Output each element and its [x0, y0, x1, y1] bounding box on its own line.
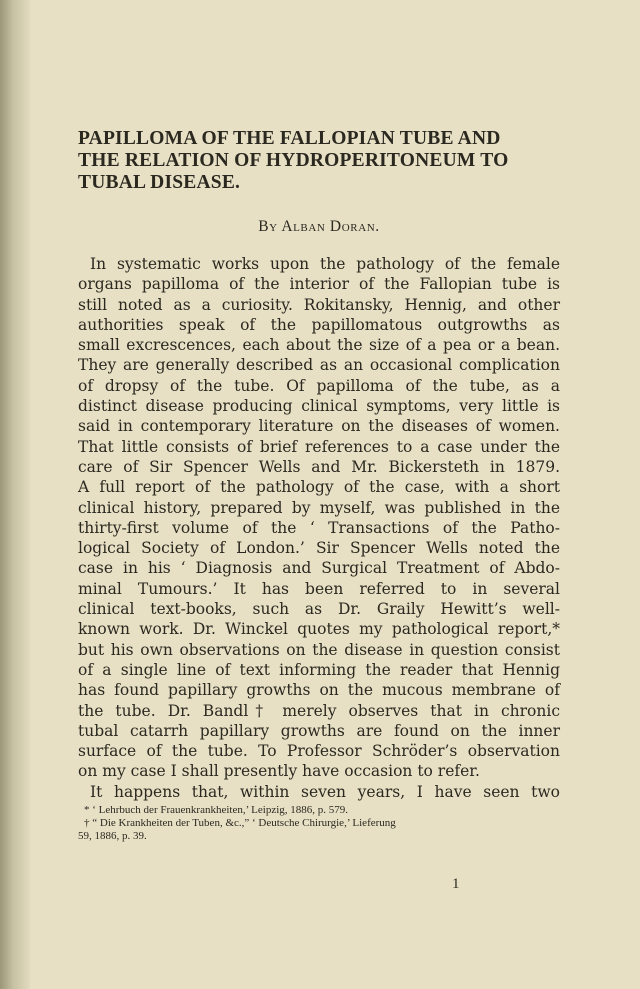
body-line: the tube. Dr. Bandl† merely observes that in chronic: [78, 701, 560, 720]
footnote: * ‘ Lehrbuch der Frauenkrankheiten,’ Leipzig, 1886, p. 579.: [84, 804, 349, 817]
footnote: † “ Die Krankheiten der Tuben, &c.,” ‘ Deutsche Chirurgie,’ Lieferung: [84, 817, 396, 830]
body-line: still noted as a curiosity. Rokitansky, Hennig, and other: [78, 295, 560, 314]
body-line: said in contemporary literature on the diseases of women.: [78, 417, 560, 436]
title-line: TUBAL DISEASE.: [78, 172, 241, 193]
body-line: case in his ‘ Diagnosis and Surgical Treatment of Abdo-: [78, 559, 560, 578]
body-line: tubal catarrh papillary growths are found on the inner: [78, 721, 560, 740]
body-line: known work. Dr. Winckel quotes my pathological report,*: [78, 620, 560, 639]
body-line: They are generally described as an occasional complication: [78, 356, 560, 375]
body-line: thirty-first volume of the ‘ Transactions of the Patho-: [78, 518, 560, 537]
body-line: logical Society of London.’ Sir Spencer Wells noted the: [78, 539, 560, 558]
body-line: clinical text-books, such as Dr. Graily Hewitt’s well-: [78, 600, 560, 619]
body-line: It happens that, within seven years, I have seen two: [90, 782, 560, 801]
author-byline: By Alban Doran.: [258, 218, 380, 235]
body-line: organs papilloma of the interior of the Fallopian tube is: [78, 275, 560, 294]
body-line: surface of the tube. To Professor Schröder’s observation: [78, 742, 560, 761]
body-line: In systematic works upon the pathology of the female: [90, 255, 560, 273]
body-line: of a single line of text informing the reader that Hennig: [78, 660, 560, 679]
page-content: [78, 128, 560, 843]
book-gutter: [0, 0, 30, 989]
body-line: but his own observations on the disease in question consist: [78, 640, 560, 659]
body-line: minal Tumours.’ It has been referred to in several: [78, 579, 560, 598]
footnotes: [78, 804, 560, 843]
body-line: on my case I shall presently have occasion to refer.: [78, 762, 480, 781]
page-number: 1: [452, 876, 460, 892]
body-line: distinct disease producing clinical symptoms, very little is: [78, 397, 560, 416]
article-body: [78, 254, 560, 802]
body-line: small excrescences, each about the size of a pea or a bean.: [78, 336, 560, 355]
article-title: [78, 128, 560, 194]
body-line: That little consists of brief references to a case under the: [78, 437, 560, 456]
body-line: A full report of the pathology of the case, with a short: [78, 478, 560, 497]
body-line: clinical history, prepared by myself, was published in the: [78, 498, 560, 517]
body-line: care of Sir Spencer Wells and Mr. Bickersteth in 1879.: [78, 457, 560, 476]
body-line: has found papillary growths on the mucous membrane of: [78, 681, 560, 700]
title-line: PAPILLOMA OF THE FALLOPIAN TUBE AND: [78, 128, 501, 149]
title-line: THE RELATION OF HYDROPERITONEUM TO: [78, 150, 509, 171]
body-line: authorities speak of the papillomatous outgrowths as: [78, 315, 560, 334]
body-line: of dropsy of the tube. Of papilloma of the tube, as a: [78, 376, 560, 395]
body-lines: [78, 254, 560, 802]
footnote: 59, 1886, p. 39.: [78, 830, 147, 843]
